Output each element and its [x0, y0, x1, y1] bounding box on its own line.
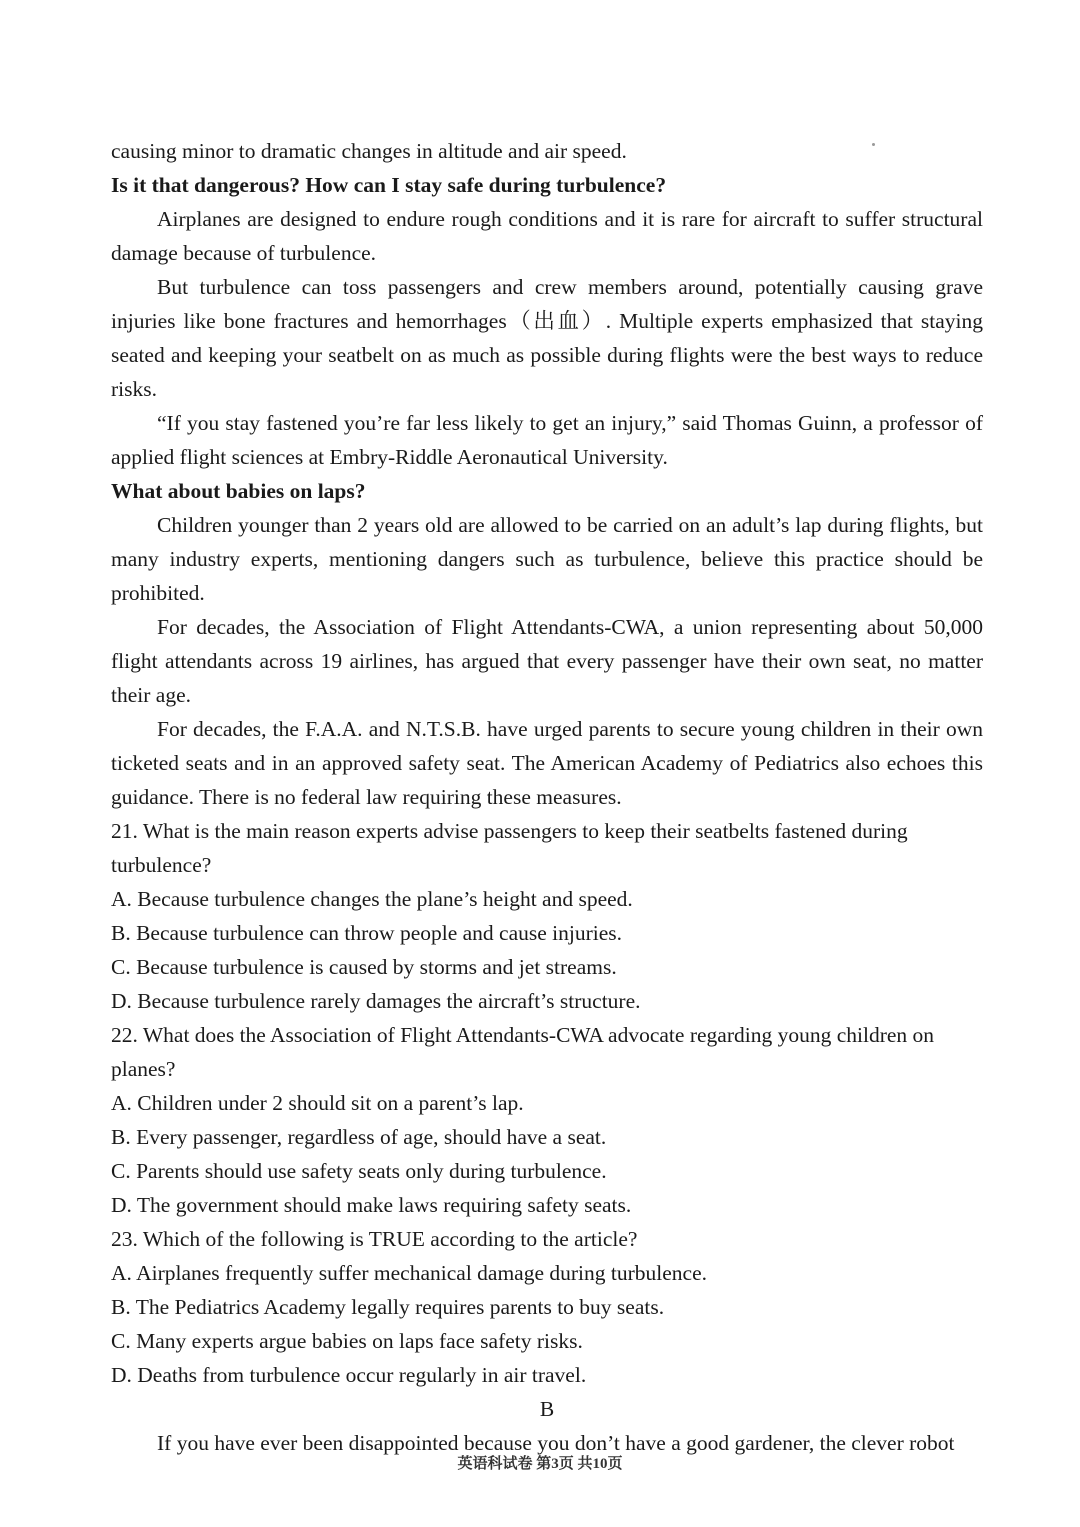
section-letter-b: B — [539, 1397, 555, 1421]
page-content — [111, 134, 983, 1460]
question-21-option-c: C. Because turbulence is caused by storms and jet streams. — [111, 955, 617, 979]
paragraph-children: Children younger than 2 years old are allowed to be carried on an adult’s lap during flights, but many industry experts, mentioning dangers such as turbulence, believe this practice should be prohibited. — [111, 513, 983, 605]
question-21-option-b: B. Because turbulence can throw people and cause injuries. — [111, 921, 623, 945]
paragraph-union: For decades, the Association of Flight Attendants-CWA, a union representing about 50,000 flight attendants across 19 airlines, has argued that every passenger have their own seat, no matter their age. — [111, 615, 983, 707]
paragraph-continuation: causing minor to dramatic changes in altitude and air speed. — [111, 139, 627, 163]
question-23-option-a: A. Airplanes frequently suffer mechanical damage during turbulence. — [111, 1261, 708, 1285]
question-21-stem: 21. What is the main reason experts advise passengers to keep their seatbelts fastened during turbulence? — [111, 819, 908, 877]
paragraph-airplanes: Airplanes are designed to endure rough conditions and it is rare for aircraft to suffer structural damage because of turbulence. — [111, 207, 983, 265]
question-23-option-c: C. Many experts argue babies on laps face safety risks. — [111, 1329, 583, 1353]
section-heading-babies: What about babies on laps? — [111, 479, 366, 503]
question-21-option-d: D. Because turbulence rarely damages the aircraft’s structure. — [111, 989, 641, 1013]
question-22-option-c: C. Parents should use safety seats only during turbulence. — [111, 1159, 607, 1183]
paragraph-faa: For decades, the F.A.A. and N.T.S.B. have urged parents to secure young children in their own ticketed seats and in an approved safety seat. The American Academy of Pediatrics also echoes this guidance. There is no federal law requiring these measures. — [111, 717, 983, 809]
question-23-stem: 23. Which of the following is TRUE according to the article? — [111, 1227, 638, 1251]
paragraph-quote: “If you stay fastened you’re far less likely to get an injury,” said Thomas Guinn, a professor of applied flight sciences at Embry-Riddle Aeronautical University. — [111, 411, 983, 469]
question-22-option-b: B. Every passenger, regardless of age, should have a seat. — [111, 1125, 607, 1149]
question-22-stem: 22. What does the Association of Flight Attendants-CWA advocate regarding young children on planes? — [111, 1023, 935, 1081]
section-heading-safety: Is it that dangerous? How can I stay safe during turbulence? — [111, 173, 667, 197]
page-footer: 英语科试卷 第3页 共10页 — [457, 1456, 623, 1472]
question-23-option-d: D. Deaths from turbulence occur regularly in air travel. — [111, 1363, 587, 1387]
paragraph-section-b-start: If you have ever been disappointed because you don’t have a good gardener, the clever robot — [157, 1431, 955, 1455]
paragraph-injuries: But turbulence can toss passengers and crew members around, potentially causing grave injuries like bone fractures and hemorrhages（出血）. Multiple experts emphasized that staying seated and keeping your seatbelt on as much as possible during flights were the best ways to reduce risks. — [111, 275, 983, 401]
question-22-option-a: A. Children under 2 should sit on a parent’s lap. — [111, 1091, 524, 1115]
question-21-option-a: A. Because turbulence changes the plane’s height and speed. — [111, 887, 633, 911]
question-22-option-d: D. The government should make laws requiring safety seats. — [111, 1193, 632, 1217]
question-23-option-b: B. The Pediatrics Academy legally requires parents to buy seats. — [111, 1295, 665, 1319]
